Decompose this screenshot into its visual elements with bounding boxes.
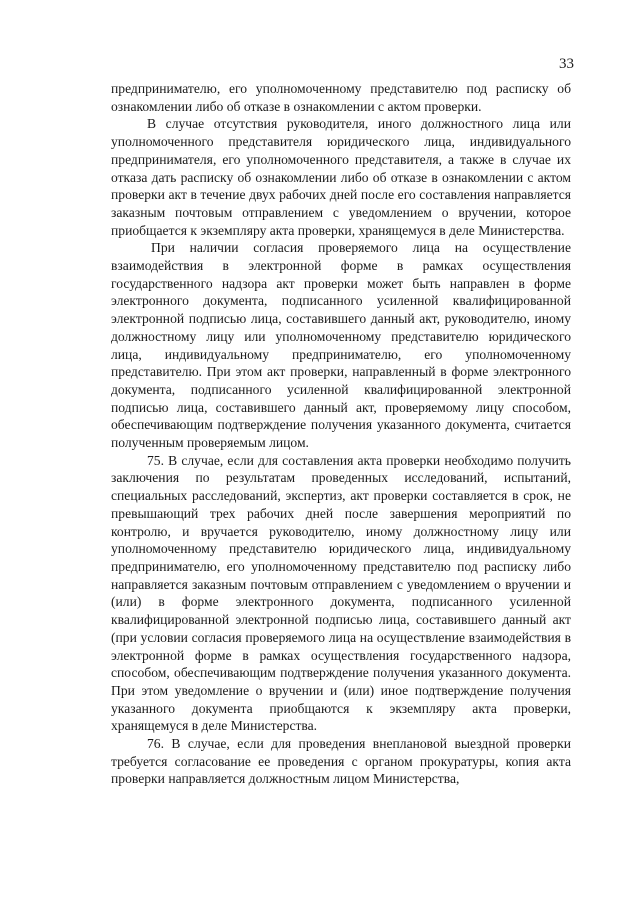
page-number: 33 bbox=[559, 56, 574, 72]
paragraph-75: 75. В случае, если для составления акта проверки необходимо получить заключения по результатам проведенных исследований, испытаний, специальных расследований, экспертиз, акт проверки составляется в срок, не превышающий трех рабочих дней после завершения мероприятий по контролю, и вручается руководителю, иному должностному лицу или уполномоченному представителю юридического лица, индивидуальному предпринимателю, его уполномоченному представителю под расписку либо направляется заказным почтовым отправлением с уведомлением о вручении и (или) в форме электронного документа, подписанного усиленной квалифицированной электронной подписью лица, составившего данный акт (при условии согласия проверяемого лица на осуществление взаимодействия в электронной форме в рамках осуществления государственного надзора, способом, обеспечивающим подтверждение получения указанного документа. При этом уведомление о вручении и (или) иное подтверждение получения указанного документа приобщаются к экземпляру акта проверки, хранящемуся в деле Министерства. bbox=[111, 452, 571, 734]
document-body bbox=[111, 80, 571, 788]
paragraph-76: 76. В случае, если для проведения внеплановой выездной проверки требуется согласование ее проведения с органом прокуратуры, копия акта проверки направляется должностным лицом Министерства, bbox=[111, 736, 571, 787]
paragraph-absence-of-head: В случае отсутствия руководителя, иного должностного лица или уполномоченного представителя юридического лица, индивидуального предпринимателя, его уполномоченного представителя, а также в случае их отказа дать расписку об ознакомлении либо об отказе в ознакомлении с актом проверки акт в течение двух рабочих дней после его составления направляется заказным почтовым отправлением с уведомлением о вручении, которое приобщается к экземпляру акта проверки, хранящемуся в деле Министерства. bbox=[111, 116, 571, 238]
paragraph-continuation: предпринимателю, его уполномоченному представителю под расписку об ознакомлении либо об отказе в ознакомлении с актом проверки. bbox=[111, 81, 571, 114]
paragraph-electronic-form: При наличии согласия проверяемого лица на осуществление взаимодействия в электронной форме в рамках осуществления государственного надзора акт проверки может быть направлен в форме электронного документа, подписанного усиленной квалифицированной электронной подписью лица, составившего данный акт, руководителю, иному должностному лицу или уполномоченному представителю юридического лица, индивидуальному предпринимателю, его уполномоченному представителю. При этом акт проверки, направленный в форме электронного документа, подписанного усиленной квалифицированной электронной подписью лица, составившего данный акт, проверяемому лицу способом, обеспечивающим подтверждение получения указанного документа, считается полученным проверяемым лицом. bbox=[111, 240, 571, 451]
